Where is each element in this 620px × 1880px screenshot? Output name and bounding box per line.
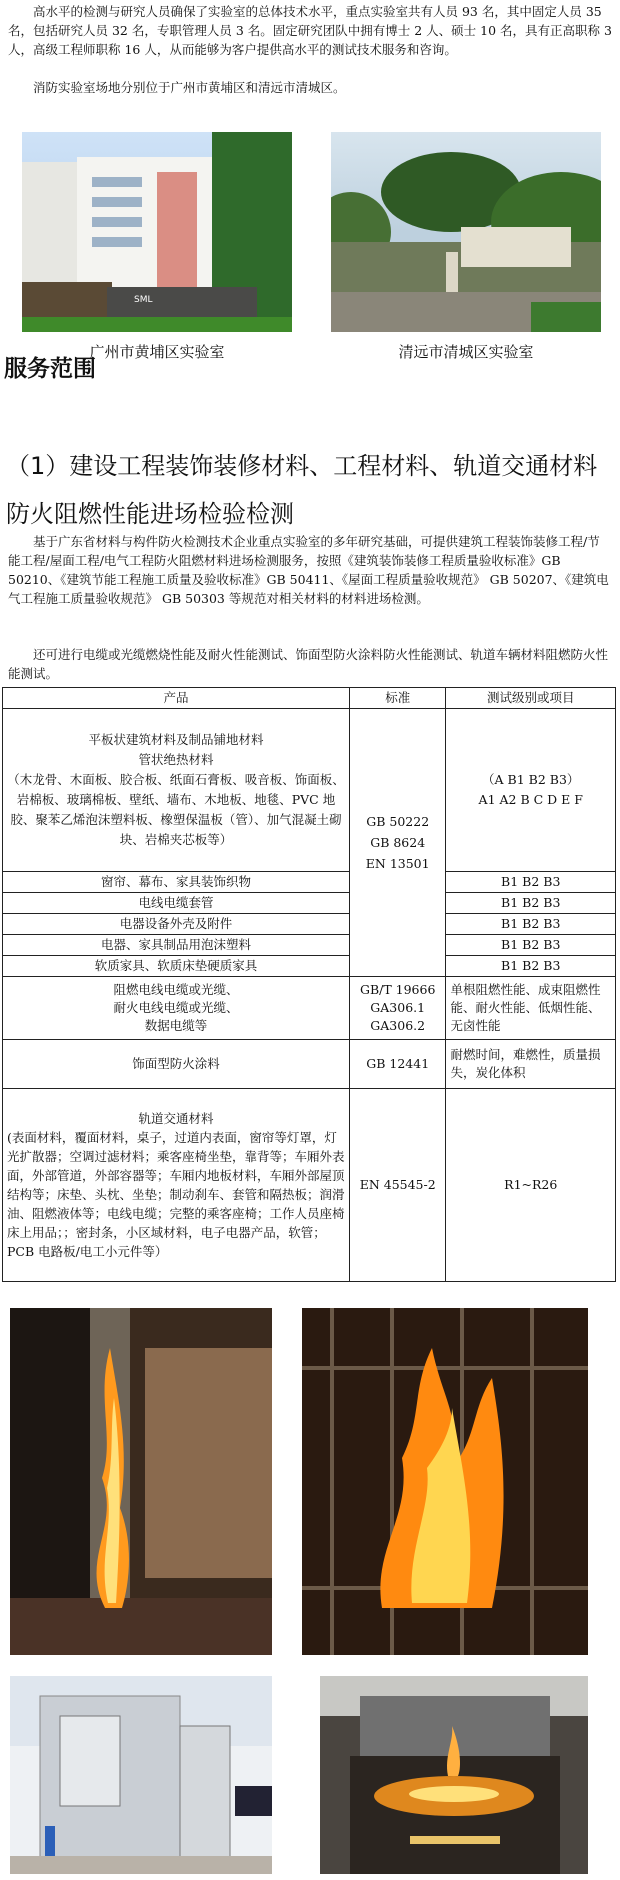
rail-detail: (表面材料，覆面材料，桌子，过道内表面，窗帘等灯罩，灯光扩散器；空调过滤材料；乘客座椅坐垫，靠背等；车厢外表面，外部管道，外部容器等；车厢内地板材料，车厢外部屋顶结构等；床垫、头枕、坐垫；制动刹车、套管和隔热板；润滑油、阻燃液体等；电线电缆；完整的乘客座椅；工作人员座椅床上用品；；密封条，小区域材料，电子电器产品，软管；PCB 电路板/电工小元件等） — [7, 1130, 345, 1259]
sml-sign: SML — [134, 295, 153, 305]
header-product: 产品 — [3, 688, 350, 709]
header-standard: 标准 — [349, 688, 446, 709]
cell-product-cable: 阻燃电线电缆或光缆、 耐火电线电缆或光缆、 数据电缆等 — [3, 977, 350, 1040]
test-scope-table — [2, 687, 616, 1282]
table-row — [3, 872, 616, 893]
table-row — [3, 1089, 616, 1282]
header-level: 测试级别或项目 — [446, 688, 616, 709]
fire-test-photo-2 — [302, 1308, 588, 1655]
subsection-title: （1）建设工程装饰装修材料、工程材料、轨道交通材料防火阻燃性能进场检验检测 — [6, 452, 598, 528]
flame-test-apparatus-photo — [320, 1676, 588, 1874]
rail-title: 轨道交通材料 — [138, 1111, 214, 1126]
cell-level-coating: 耐燃时间，难燃性，质量损失，炭化体积 — [446, 1040, 616, 1089]
qingyuan-caption: 清远市清城区实验室 — [398, 343, 534, 361]
cell-level: B1 B2 B3 — [446, 956, 616, 977]
cell-level-cable: 单根阻燃性能、成束阻燃性能、耐火性能、低烟性能、无卤性能 — [446, 977, 616, 1040]
cell-product: 电器设备外壳及附件 — [3, 914, 350, 935]
body-paragraph-2: 还可进行电缆或光缆燃烧性能及耐火性能测试、饰面型防火涂料防火性能测试、轨道车辆材料阻燃防火性能测试。 — [8, 647, 609, 681]
cell-product-rail — [3, 1089, 350, 1282]
table-row — [3, 914, 616, 935]
table-row — [3, 977, 616, 1040]
cell-standard-coating: GB 12441 — [349, 1040, 446, 1089]
cell-product: 窗帘、幕布、家具装饰织物 — [3, 872, 350, 893]
qingyuan-lab-photo — [331, 132, 601, 332]
body-paragraph-1: 基于广东省材料与构件防火检测技术企业重点实验室的多年研究基础，可提供建筑工程装饰装修工程/节能工程/屋面工程/电气工程防火阻燃材料进场检测服务，按照《建筑装饰装修工程质量验收标准》GB 50210、《建筑节能工程施工质量及验收标准》GB 50411、《屋面工程质量验收规范》 GB 50207、《建筑电气工程施工质量验收规范》 GB 50303 等规范对相关材料的材料进场检测。 — [8, 534, 609, 606]
cell-standard-cable: GB/T 19666 GA306.1 GA306.2 — [349, 977, 446, 1040]
table-row — [3, 956, 616, 977]
cell-product: 软质家具、软质床垫硬质家具 — [3, 956, 350, 977]
cell-level: B1 B2 B3 — [446, 893, 616, 914]
cell-product-building: 平板状建筑材料及制品铺地材料 管状绝热材料 （木龙骨、木面板、胶合板、纸面石膏板、吸音板、饰面板、岩棉板、玻璃棉板、壁纸、墙布、木地板、地毯、PVC 地胶、聚苯乙烯泡沫塑料板、橡塑保温板（管）、加气混凝土砌块、岩棉夹芯板等） — [3, 709, 350, 872]
table-row — [3, 893, 616, 914]
table-row — [3, 709, 616, 872]
cell-level: B1 B2 B3 — [446, 914, 616, 935]
cell-standard-rail: EN 45545-2 — [349, 1089, 446, 1282]
table-row — [3, 935, 616, 956]
section-title: 服务范围 — [4, 356, 96, 382]
test-equipment-photo — [10, 1676, 272, 1874]
huangpu-caption: 广州市黄埔区实验室 — [89, 343, 225, 361]
huangpu-lab-photo — [22, 132, 292, 332]
cell-level-rail: R1~R26 — [446, 1089, 616, 1282]
cell-level-building: （A B1 B2 B3） A1 A2 B C D E F — [446, 709, 616, 872]
cell-standard-building: GB 50222 GB 8624 EN 13501 — [349, 709, 446, 977]
cell-level: B1 B2 B3 — [446, 872, 616, 893]
intro-paragraph-1: 高水平的检测与研究人员确保了实验室的总体技术水平，重点实验室共有人员 93 名，其中固定人员 35 名，包括研究人员 32 名，专职管理人员 3 名。固定研究团队中拥有博士 2 人、硕士 10 名，具有正高职称 3 人，高级工程师职称 16 人，从而能够为客户提供高水平的测试技术服务和咨询。 — [8, 4, 612, 57]
cell-product-coating: 饰面型防火涂料 — [3, 1040, 350, 1089]
intro-paragraph-2: 消防实验室场地分别位于广州市黄埔区和清远市清城区。 — [33, 80, 346, 95]
cell-level: B1 B2 B3 — [446, 935, 616, 956]
cell-product: 电线电缆套管 — [3, 893, 350, 914]
fire-test-photo-1 — [10, 1308, 272, 1655]
table-header-row — [3, 688, 616, 709]
table-row — [3, 1040, 616, 1089]
cell-product: 电器、家具制品用泡沫塑料 — [3, 935, 350, 956]
